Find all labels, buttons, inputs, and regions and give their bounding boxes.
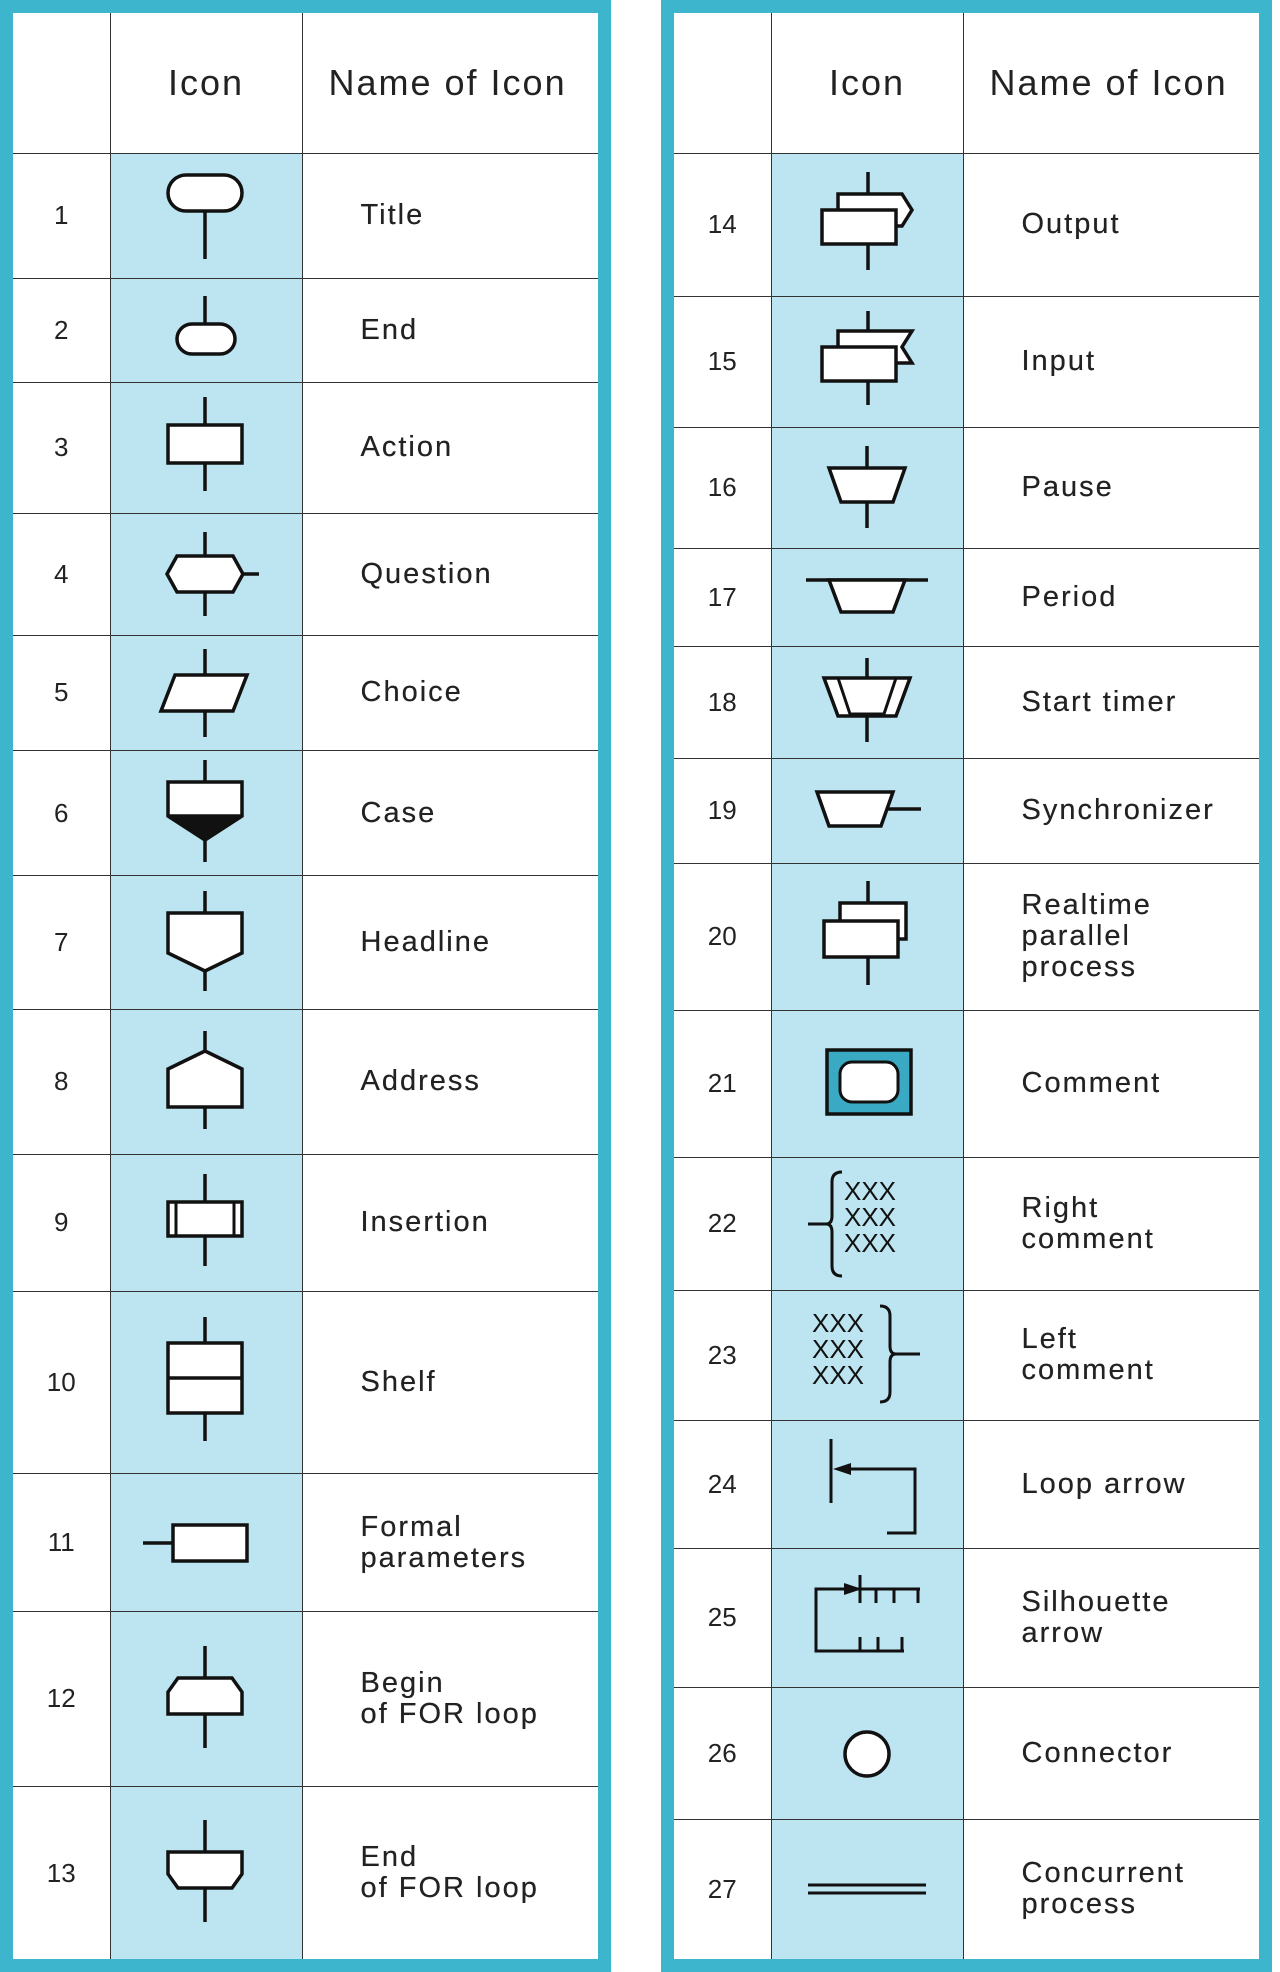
table-row xyxy=(13,750,598,875)
number-column-header xyxy=(13,13,110,153)
silhouette-arrow-icon xyxy=(802,1563,932,1673)
icon-name: Question xyxy=(302,513,598,635)
right-icon-table xyxy=(674,13,1259,1959)
table-row xyxy=(13,383,598,513)
case-icon xyxy=(151,756,261,871)
table-row xyxy=(13,635,598,750)
table-row xyxy=(13,1292,598,1474)
icon-cell xyxy=(771,428,963,548)
row-number: 9 xyxy=(13,1154,110,1291)
icon-cell xyxy=(110,279,302,383)
icon-name: Left comment xyxy=(963,1290,1259,1421)
row-number: 12 xyxy=(13,1611,110,1786)
icon-cell xyxy=(771,863,963,1010)
table-row xyxy=(674,1548,1259,1688)
table-row xyxy=(674,1158,1259,1291)
choice-icon xyxy=(151,643,261,743)
row-number: 19 xyxy=(674,758,771,863)
table-row xyxy=(674,428,1259,548)
start-timer-icon xyxy=(812,652,922,752)
question-icon xyxy=(151,524,261,624)
loop-arrow-icon xyxy=(807,1429,927,1539)
table-row xyxy=(674,296,1259,428)
icon-name: End of FOR loop xyxy=(302,1787,598,1959)
comment-placeholder-text: XXX xyxy=(812,1360,865,1391)
number-column-header xyxy=(674,13,771,154)
right-panel xyxy=(661,0,1272,1972)
name-column-header: Name of Icon xyxy=(963,13,1259,154)
icon-cell xyxy=(110,750,302,875)
row-number: 26 xyxy=(674,1688,771,1820)
row-number: 11 xyxy=(13,1474,110,1611)
icon-name: Comment xyxy=(963,1010,1259,1158)
icon-cell xyxy=(110,513,302,635)
icon-name: Start timer xyxy=(963,647,1259,758)
icon-name: Concurrent process xyxy=(963,1819,1259,1959)
begin-for-loop-icon xyxy=(151,1644,261,1754)
concurrent-process-icon xyxy=(802,1859,932,1919)
table-row xyxy=(13,1474,598,1611)
table-row xyxy=(674,863,1259,1010)
name-column-header: Name of Icon xyxy=(302,13,598,153)
table-row xyxy=(13,876,598,1009)
output-icon xyxy=(807,170,927,280)
icon-cell xyxy=(110,153,302,278)
icon-cell xyxy=(110,1474,302,1611)
icon-name: Begin of FOR loop xyxy=(302,1611,598,1786)
period-icon xyxy=(802,562,932,632)
comment-placeholder-text: XXX xyxy=(844,1201,897,1232)
icon-name: Pause xyxy=(963,428,1259,548)
icon-cell xyxy=(771,154,963,297)
row-number: 3 xyxy=(13,383,110,513)
row-number: 6 xyxy=(13,750,110,875)
row-number: 5 xyxy=(13,635,110,750)
table-row xyxy=(13,279,598,383)
headline-icon xyxy=(151,887,261,997)
icon-name: Silhouette arrow xyxy=(963,1548,1259,1688)
table-row xyxy=(13,153,598,278)
table-row xyxy=(13,1611,598,1786)
end-icon xyxy=(151,286,261,376)
icon-cell xyxy=(771,1548,963,1688)
icon-name: End xyxy=(302,279,598,383)
row-number: 20 xyxy=(674,863,771,1010)
icon-cell xyxy=(771,1421,963,1549)
icon-cell xyxy=(110,1292,302,1474)
row-number: 21 xyxy=(674,1010,771,1158)
icon-cell xyxy=(110,1787,302,1959)
row-number: 1 xyxy=(13,153,110,278)
icon-cell xyxy=(110,876,302,1009)
icon-cell xyxy=(110,1154,302,1291)
comment-icon xyxy=(812,1034,922,1134)
table-row xyxy=(674,154,1259,297)
icon-cell xyxy=(110,1009,302,1154)
icon-cell xyxy=(110,1611,302,1786)
address-icon xyxy=(151,1027,261,1137)
icon-name: Insertion xyxy=(302,1154,598,1291)
table-row xyxy=(674,1010,1259,1158)
row-number: 8 xyxy=(13,1009,110,1154)
icon-cell xyxy=(771,1819,963,1959)
icon-column-header: Icon xyxy=(771,13,963,154)
icon-name: Shelf xyxy=(302,1292,598,1474)
icon-cell xyxy=(110,383,302,513)
table-row xyxy=(13,1787,598,1959)
table-row xyxy=(674,1290,1259,1421)
row-number: 22 xyxy=(674,1158,771,1291)
row-number: 2 xyxy=(13,279,110,383)
title-icon xyxy=(151,161,261,271)
comment-placeholder-text: XXX xyxy=(812,1308,865,1339)
comment-placeholder-text: XXX xyxy=(844,1175,897,1206)
left-header-row xyxy=(13,13,598,153)
row-number: 14 xyxy=(674,154,771,297)
input-icon xyxy=(807,307,927,417)
row-number: 18 xyxy=(674,647,771,758)
row-number: 17 xyxy=(674,548,771,646)
icon-name: Title xyxy=(302,153,598,278)
icon-name: Address xyxy=(302,1009,598,1154)
icon-name: Period xyxy=(963,548,1259,646)
row-number: 13 xyxy=(13,1787,110,1959)
icon-name: Connector xyxy=(963,1688,1259,1820)
table-row xyxy=(674,1688,1259,1820)
table-row xyxy=(13,1009,598,1154)
icon-name: Formal parameters xyxy=(302,1474,598,1611)
icon-name: Input xyxy=(963,296,1259,428)
row-number: 27 xyxy=(674,1819,771,1959)
row-number: 7 xyxy=(13,876,110,1009)
comment-placeholder-text: XXX xyxy=(844,1227,897,1258)
insertion-icon xyxy=(151,1168,261,1278)
row-number: 23 xyxy=(674,1290,771,1421)
synchronizer-icon xyxy=(807,776,927,846)
icon-cell xyxy=(771,296,963,428)
table-row xyxy=(674,1819,1259,1959)
row-number: 25 xyxy=(674,1548,771,1688)
table-row xyxy=(13,513,598,635)
connector-icon xyxy=(812,1704,922,1804)
table-row xyxy=(674,1421,1259,1549)
icon-name: Loop arrow xyxy=(963,1421,1259,1549)
icon-cell xyxy=(771,548,963,646)
pause-icon xyxy=(812,438,922,538)
comment-placeholder-text: XXX xyxy=(812,1334,865,1365)
row-number: 24 xyxy=(674,1421,771,1549)
table-row xyxy=(674,758,1259,863)
table-row xyxy=(13,1154,598,1291)
formal-parameters-icon xyxy=(141,1503,271,1583)
icon-name: Synchronizer xyxy=(963,758,1259,863)
table-row xyxy=(674,548,1259,646)
left-comment-icon xyxy=(802,1300,932,1410)
right-comment-icon xyxy=(802,1164,932,1284)
action-icon xyxy=(151,393,261,503)
shelf-icon xyxy=(151,1313,261,1453)
icon-name: Right comment xyxy=(963,1158,1259,1291)
icon-name: Realtime parallel process xyxy=(963,863,1259,1010)
row-number: 10 xyxy=(13,1292,110,1474)
icon-cell xyxy=(771,1158,963,1291)
end-for-loop-icon xyxy=(151,1818,261,1928)
realtime-parallel-process-icon xyxy=(807,877,927,997)
icon-cell xyxy=(771,1290,963,1421)
icon-cell xyxy=(771,758,963,863)
icon-name: Action xyxy=(302,383,598,513)
icon-name: Case xyxy=(302,750,598,875)
icon-name: Headline xyxy=(302,876,598,1009)
icon-cell xyxy=(771,1688,963,1820)
icon-name: Output xyxy=(963,154,1259,297)
icon-cell xyxy=(110,635,302,750)
icon-column-header: Icon xyxy=(110,13,302,153)
left-panel xyxy=(0,0,611,1972)
right-header-row xyxy=(674,13,1259,154)
icon-cell xyxy=(771,647,963,758)
row-number: 15 xyxy=(674,296,771,428)
row-number: 16 xyxy=(674,428,771,548)
icon-name: Choice xyxy=(302,635,598,750)
left-icon-table xyxy=(13,13,598,1959)
row-number: 4 xyxy=(13,513,110,635)
table-row xyxy=(674,647,1259,758)
icon-cell xyxy=(771,1010,963,1158)
